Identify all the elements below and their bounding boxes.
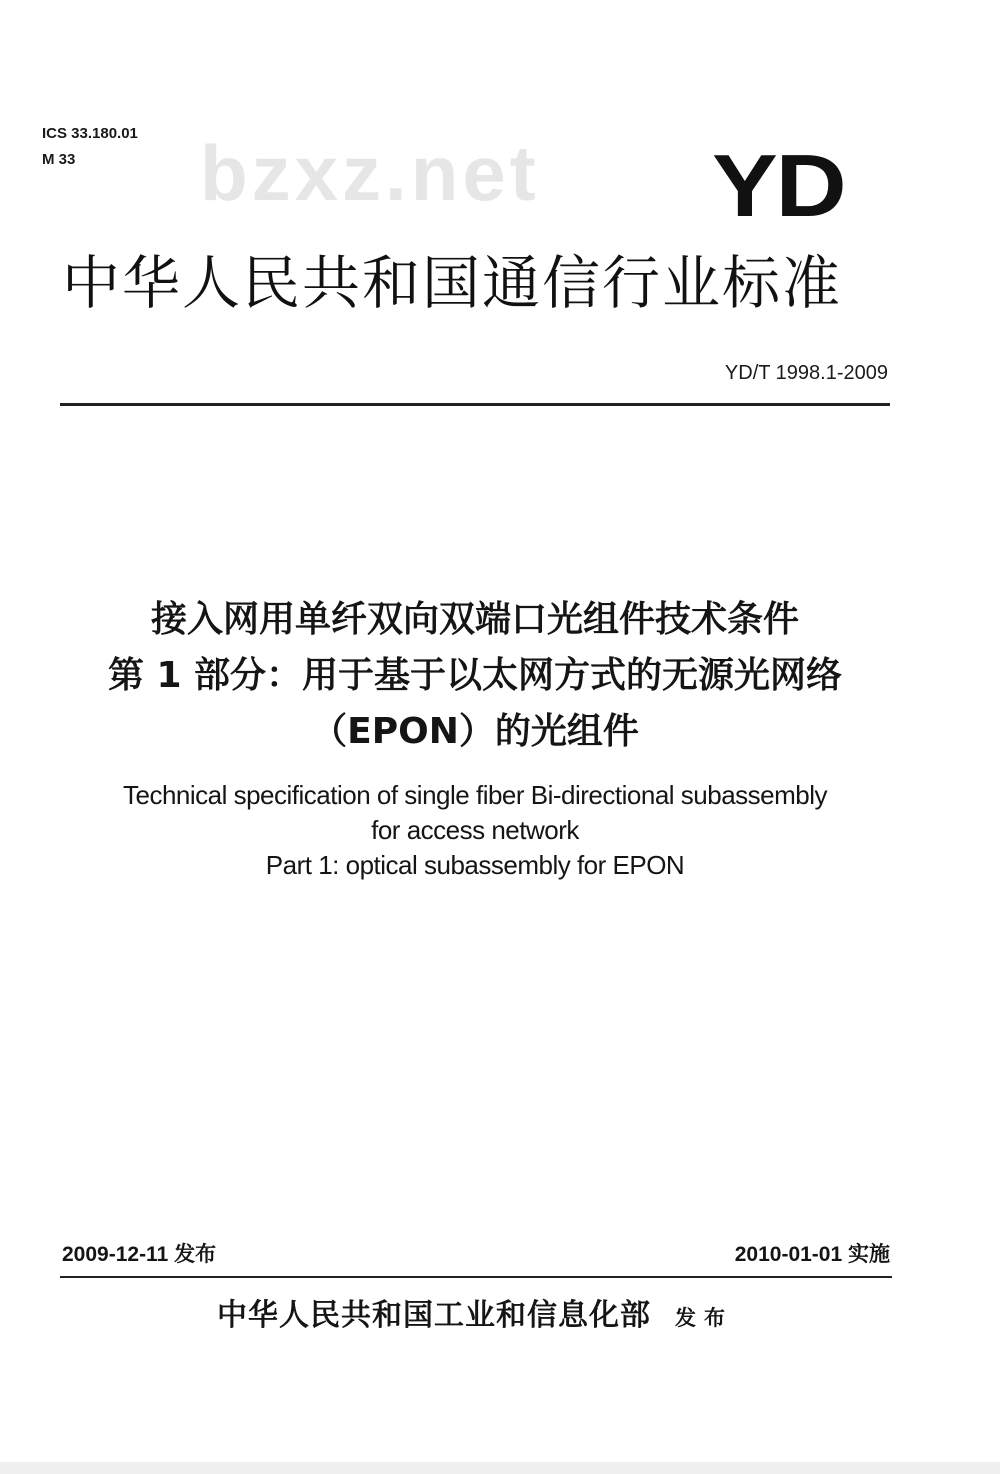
issuer-action: 发布 xyxy=(675,1305,733,1330)
bottom-divider xyxy=(60,1276,892,1278)
scan-edge xyxy=(0,1462,1000,1474)
english-title xyxy=(0,778,950,883)
issuer-name: 中华人民共和国工业和信息化部 xyxy=(217,1298,651,1333)
standard-name: 中华人民共和国通信行业标准 xyxy=(62,249,843,317)
issuer-line xyxy=(0,1290,950,1334)
english-title-line-3: Part 1: optical subassembly for EPON xyxy=(265,850,685,880)
ics-number: ICS 33.180.01 xyxy=(42,125,138,142)
chinese-title-line-3: （EPON）的光组件 xyxy=(311,711,639,752)
yd-logo: YD xyxy=(712,136,845,235)
english-title-line-2: for access network xyxy=(371,815,579,845)
watermark: bzxz.net xyxy=(200,129,540,217)
top-divider xyxy=(60,403,890,406)
chinese-title-line-2: 第 1 部分：用于基于以太网方式的无源光网络 xyxy=(107,655,843,696)
english-title-line-1: Technical specification of single fiber Bi-directional subassembly xyxy=(122,780,828,810)
issue-date: 2009-12-11 发布 xyxy=(62,1243,217,1266)
chinese-title-line-1: 接入网用单纤双向双端口光组件技术条件 xyxy=(150,599,799,640)
chinese-title xyxy=(0,592,950,760)
implementation-date: 2010-01-01 实施 xyxy=(734,1243,890,1266)
ccs-number: M 33 xyxy=(42,151,76,168)
standard-code: YD/T 1998.1-2009 xyxy=(724,362,888,384)
classification-block xyxy=(42,121,138,173)
